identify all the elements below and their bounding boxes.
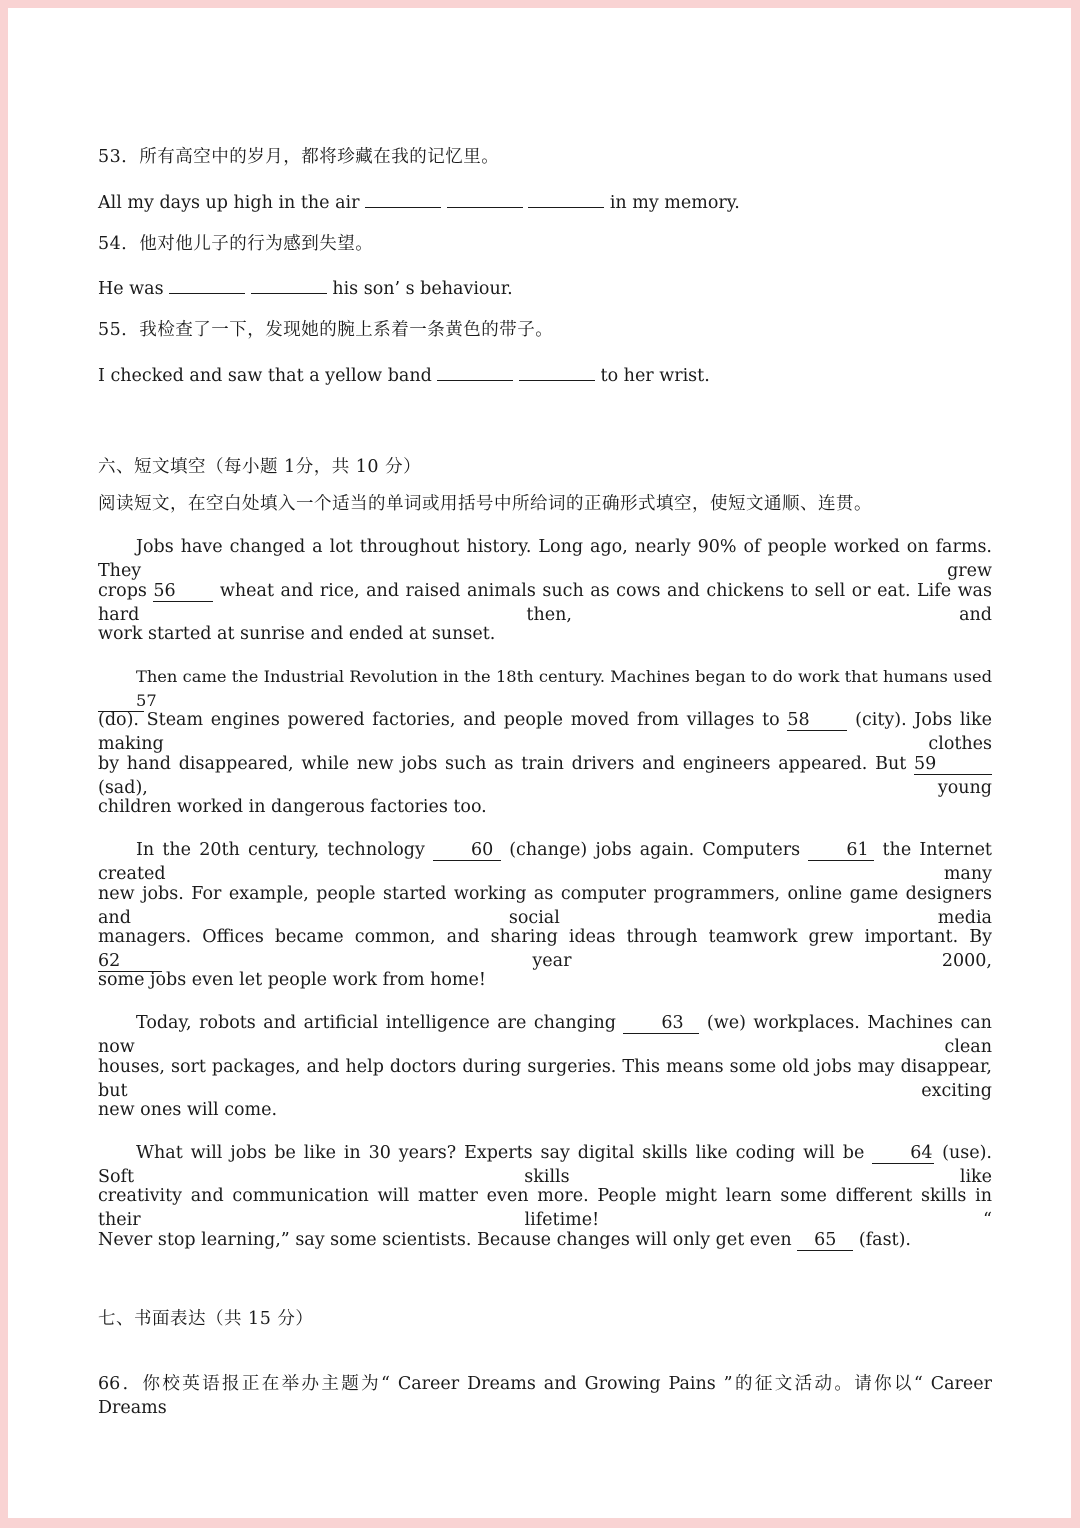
passage-text: crops [98,581,147,601]
passage-text: Never stop learning,” say some scientists. Because changes will only get even [98,1230,792,1250]
page [8,8,1071,1518]
passage-line [98,708,992,756]
section-6-title: 六、短文填空（每小题 1分，共 10 分） [98,457,422,477]
passage-line: children worked in dangerous factories too. [98,797,487,817]
passage-text: (we) workplaces. Machines can now clean [98,1013,992,1057]
question-55-text-after: to her wrist. [600,366,710,386]
blank-59[interactable]: 59 [914,754,992,775]
passage-line [98,1228,911,1252]
question-54-chinese: 54．他对他儿子的行为感到失望。 [98,234,374,254]
passage-line: new jobs. For example, people started working as computer programmers, online game designers and social media [98,884,992,928]
passage-text: (sad), young [98,778,992,798]
passage-line [98,752,992,800]
passage-text: wheat and rice, and raised animals such as cows and chickens to sell or eat. Life was hard then, and [98,581,992,625]
question-53-text-before: All my days up high in the air [98,193,360,213]
passage-line [98,1011,992,1059]
passage-line: Jobs have changed a lot throughout history. Long ago, nearly 90% of people worked on farms. They grew [98,537,992,581]
blank-61[interactable]: 61 [808,840,874,861]
question-53-text-after: in my memory. [609,193,740,213]
question-66-prompt: 66．你校英语报正在举办主题为“ Career Dreams and Growing Pains ”的征文活动。请你以“ Career Dreams [98,1374,992,1418]
question-54-text-before: He was [98,279,164,299]
passage-line [98,1141,992,1189]
section-6-instruction: 阅读短文，在空白处填入一个适当的单词或用括号中所给词的正确形式填空，使短文通顺、连贯。 [98,494,872,514]
passage-line: new ones will come. [98,1100,278,1120]
blank-57[interactable]: 57 [98,691,144,712]
passage-line: creativity and communication will matter even more. People might learn some different skills in their lifetime! “ [98,1186,992,1230]
blank-65[interactable]: 65 [797,1230,853,1251]
passage-line [98,665,992,713]
question-54-english [98,275,513,301]
question-55-english [98,362,710,388]
passage-line [98,925,992,973]
blank-62[interactable]: 62 [98,951,162,972]
answer-blank[interactable] [365,189,441,208]
passage-text: Then came the Industrial Revolution in the 18th century. Machines began to do work that humans used [136,667,992,686]
passage-line: houses, sort packages, and help doctors during surgeries. This means some old jobs may disappear, but exciting [98,1057,992,1101]
passage-text: Today, robots and artificial intelligence are changing [136,1013,616,1033]
passage-text: by hand disappeared, while new jobs such as train drivers and engineers appeared. But [98,754,907,774]
answer-blank[interactable] [447,189,523,208]
question-53-english [98,189,740,215]
section-7-title: 七、书面表达（共 15 分） [98,1309,314,1329]
passage-text: (city). Jobs like making clothes [98,710,992,754]
passage-text: What will jobs be like in 30 years? Experts say digital skills like coding will be [136,1143,865,1163]
blank-63[interactable]: 63 [623,1013,699,1034]
question-55-text-before: I checked and saw that a yellow band [98,366,432,386]
blank-58[interactable]: 58 [787,710,847,731]
passage-text: (fast). [858,1230,911,1250]
passage-line [98,579,992,627]
blank-56[interactable]: 56 [153,581,213,602]
passage-text: In the 20th century, technology [136,840,425,860]
passage-text: (do). Steam engines powered factories, and people moved from villages to [98,710,780,730]
passage-text: (change) jobs again. Computers [509,840,801,860]
blank-64[interactable]: 64 [872,1143,934,1164]
passage-text: the Internet created many [98,840,992,884]
passage-line: some jobs even let people work from home! [98,970,486,990]
passage-text: (use). Soft skills like [98,1143,992,1187]
passage-line [98,838,992,886]
blank-60[interactable]: 60 [433,840,501,861]
passage-text: year 2000, [532,951,992,971]
answer-blank[interactable] [251,275,327,294]
question-54-text-after: his son’ s behaviour. [332,279,513,299]
answer-blank[interactable] [528,189,604,208]
answer-blank[interactable] [169,275,245,294]
question-55-chinese: 55．我检查了一下，发现她的腕上系着一条黄色的带子。 [98,320,554,340]
question-53-chinese: 53．所有高空中的岁月，都将珍藏在我的记忆里。 [98,147,500,167]
answer-blank[interactable] [519,362,595,381]
passage-line: work started at sunrise and ended at sunset. [98,624,496,644]
passage-text: managers. Offices became common, and sharing ideas through teamwork grew important. By [98,927,992,947]
answer-blank[interactable] [437,362,513,381]
